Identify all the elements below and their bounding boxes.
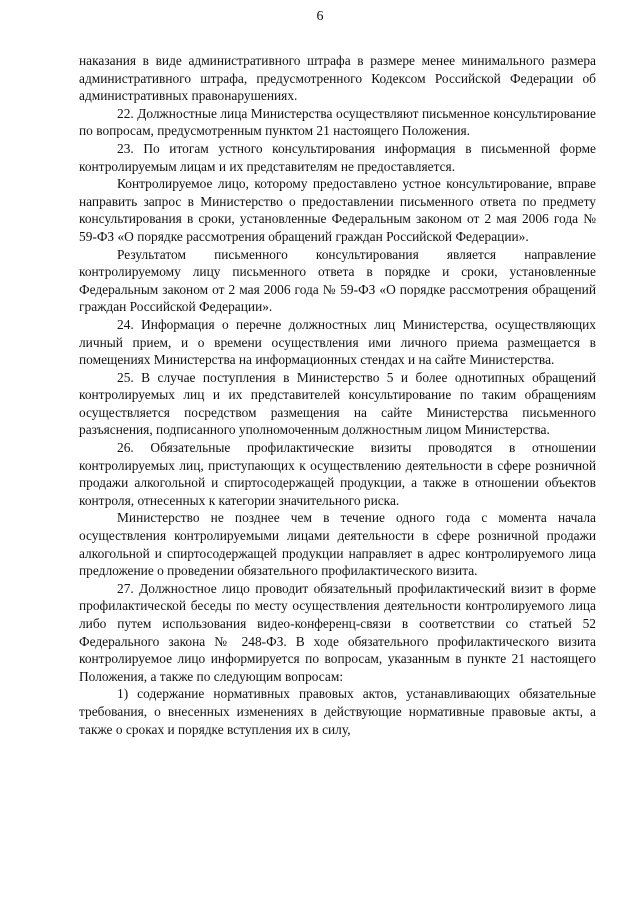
page-number: 6 — [316, 9, 324, 24]
paragraph-23: 23. По итогам устного консультирования информация в письменной форме контролируемым лицам и их представителям не предоставляется. — [79, 140, 596, 174]
document-body — [79, 52, 596, 738]
paragraph-27: 27. Должностное лицо проводит обязательный профилактический визит в форме профилактической беседы по месту осуществления деятельности контролируемого лица либо путем использования видео-конференц-связи в соответствии со статьей 52 Федерального закона № 248-ФЗ. В ходе обязательного профилактического визита контролируемое лицо информируется по вопросам, указанным в пункте 21 настоящего Положения, а также по следующим вопросам: — [79, 580, 596, 684]
paragraph-26-ministry: Министерство не позднее чем в течение одного года с момента начала осуществления контролируемыми лицами деятельности в сфере розничной продажи алкогольной и спиртосодержащей продукции направляет в адрес контролируемого лица предложение о проведении обязательного профилактического визита. — [79, 510, 596, 579]
paragraph-22: 22. Должностные лица Министерства осуществляют письменное консультирование по вопросам, предусмотренным пунктом 21 настоящего Положения. — [79, 105, 596, 139]
paragraph-26: 26. Обязательные профилактические визиты проводятся в отношении контролируемых лиц, приступающих к осуществлению деятельности в сфере розничной продажи алкогольной и спиртосодержащей продукции, а также в отношении объектов контроля, отнесенных к категории значительного риска. — [79, 440, 596, 508]
paragraph-23-request: Контролируемое лицо, которому предоставлено устное консультирование, вправе направить запрос в Министерство о предоставлении письменного ответа по предмету консультирования в сроки, установленные Федеральным законом от 2 мая 2006 года № 59-ФЗ «О порядке рассмотрения обращений граждан Российской Федерации». — [79, 176, 596, 244]
paragraph-25: 25. В случае поступления в Министерство 5 и более однотипных обращений контролируемых лиц и их представителей консультирование по таким обращениям осуществляется посредством размещения на сайте Министерства письменного разъяснения, подписанного уполномоченным должностным лицом Министерства. — [79, 369, 596, 438]
paragraph-23-result: Результатом письменного консультирования является направление контролируемому лицу письменного ответа в порядке и сроки, установленные Федеральным законом от 2 мая 2006 года № 59-ФЗ «О порядке рассмотрения обращений граждан Российской Федерации». — [79, 246, 596, 315]
paragraph-penalty-continuation: наказания в виде административного штрафа в размере менее минимального размера административного штрафа, предусмотренного Кодексом Российской Федерации об административных правонарушениях. — [79, 53, 596, 104]
paragraph-27-item-1: 1) содержание нормативных правовых актов, устанавливающих обязательные требования, о внесенных изменениях в действующие нормативные правовые акты, а также о сроках и порядке вступления их в силу, — [79, 686, 596, 737]
paragraph-24: 24. Информация о перечне должностных лиц Министерства, осуществляющих личный прием, и о времени осуществления ими личного приема размещается в помещениях Министерства на информационных стендах и на сайте Министерства. — [79, 316, 596, 368]
